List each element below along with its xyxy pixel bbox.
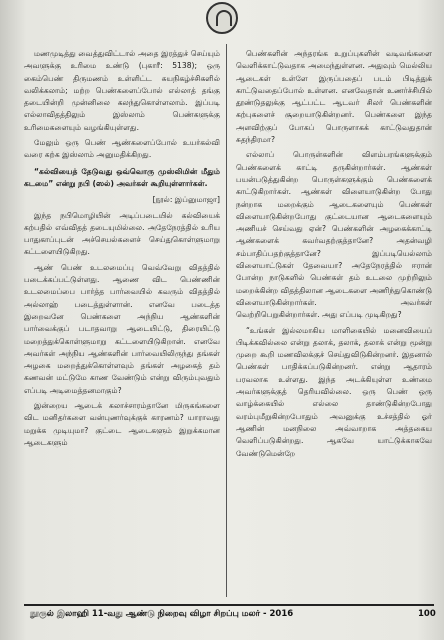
left-column [24,48,220,596]
paragraph: எல்லாப் பொருள்களின் விளம்பரங்களுக்கும் பெண்களைக் காட்டி தருகின்றார்கள். ஆண்கள் பயன்படுத்துகின்ற பொருள்களுக்கும் பெண்களைக் காட்டுகிறார்கள். ஆண்கள் விளையாடுகின்ற போது நன்றாக மறைக்கும் ஆடைகளையும் பெண்கள் விளையாடுகின்றபோது குட்டையான ஆடைகளையும் அணியச் செய்வது ஏன்? பெண்களின் அழகைக்காட்டி ஆண்களைக் கவர்வதற்குத்தானே? அதன்வழி சம்பாதிப்பதற்குத்தானே? இப்படியெல்லாம் விளையாட்டுகள் தேவையா? அதேநேரத்தில் ஈரான் போன்ற நாடுகளில் பெண்கள் தம் உடலை முற்றிலும் மறைக்கின்ற விதத்திலான ஆடைகளை அணிந்துகொண்டு விளையாடுகின்றார்கள். அவர்கள் வெற்றிபெறுகின்றார்கள். அது எப்படி முடிகிறது? [236,150,432,320]
right-column [236,48,432,596]
quote-source: [நூல்: இப்னுமாஜா] [152,195,220,205]
footer-divider [24,604,434,606]
page-number: 100 [418,609,436,619]
paragraph: மேலும் ஒரு பெண் ஆண்களைப்போல் உயர்கல்வி வரை கற்க இஸ்லாம் அனுமதிக்கிறது. [24,138,220,160]
hadith-quote: “கல்வியைத் தேடுவது ஒவ்வொரு முஸ்லிமின் மீதும் கடமை” என்று நபி (ஸல்) அவர்கள் கூறியுள்ளார்கள். [24,166,220,188]
paragraph: பெண்களின் அந்தரங்க உறுப்புகளின் வடிவங்களை வெளிக்காட்டுவதாக அமைந்துள்ளன. அதுவும் மெல்லிய ஆடைகள் உள்ளே இருப்பதைப் படம் பிடித்துக் காட்டுவதைப்போல் உள்ளன. எனவேதான் உணர்ச்சியில் தூண்டுதலுக்கு ஆட்பட்ட ஆடவர் சிலர் பெண்களின் கற்புகளைச் சூறையாடுகின்றனர். பெண்களை இந்த அளவிற்குப் போகப் பொருளாகக் காட்டுவதுதான் சுதந்திரமா? [236,49,432,145]
footer-title: நூருல் இலாஹி 11-வது ஆண்டு நிறைவு விழா சிறப்பு மலர் - 2016 [30,609,294,619]
paragraph: மணமுடித்து வைத்துவிட்டால் அதை இரத்துச் செய்யும் அவளுக்கு உரிமை உண்டு (புகாரீ: 5138); ஒரு கைம்பெண் திருமணம் உள்ளிட்ட சுயநிகழ்ச்சிகளில் வலிக்கலாம்; மற்ற பெண்களைப்போல் எல்லாத் தங்கு தடையின்றி முன்னிலை கலந்துகொள்ளலாம். இப்படி எல்லாவிதத்திலும் இஸ்லாம் பெண்களுக்கு உரிமைகளையும் வழங்கியுள்ளது. [24,49,220,132]
paragraph: இந்த நபிமொழியின் அடிப்படையில் கல்வியைக் கற்பதில் எவ்விதத் தடையுமில்லை. அதேநேரத்தில் உரிய பாதுகாப்புடன் அச்செயல்களைச் செய்துகொள்ளுமாறு கட்டளையிடுகிறது. [24,210,220,257]
emblem-icon [206,2,238,34]
paragraph: ஆண் பெண் உடலமைப்பு வெவ்வேறு விதத்தில் படைக்கப்பட்டுள்ளது. ஆணை விட பெண்ணின் உடலமைப்பை பார்த்த பார்வையில் கவரும் விதத்தில் அல்லாஹ் படைத்துள்ளான். எனவே படைத்த இறைவனே பெண்களை அந்நிய ஆண்களின் பார்வைக்குப் படாதவாறு ஆடையிட்டு, திரையிட்டு மறைத்துக்கொள்ளுமாறு கட்டளையிடுகிறான். எனவே அவர்கள் அந்நிய ஆண்களின் பார்வையிலிருந்து தங்கள் அழகை மறைத்துக்கொள்ளவும் தங்கள் அழகைத் தம் கணவன் மட்டுமே காண வேண்டும் என்று விரும்புவதும் எப்படி அடிமைத்தனமாகும்? [24,262,220,395]
paragraph: இன்றைய ஆடைக் கலாச்சாரம்தானே மிருகங்களை விட மனிதர்களை வன்புணர்வுக்குக் காரணம்? யாராவது மறுக்க முடியுமா? குட்டை ஆடைகளும் இறுக்கமான ஆடைகளும் [24,401,220,447]
column-divider [226,44,227,597]
paragraph: “உங்கள் இல்லமாகிய மாளிகையில் மனைவியைப் பிடிக்கவில்லை என்று தலாக், தலாக், தலாக் என்று மூன்று முறை கூறி மணவிலக்குச் செய்துவிடுகின்றனர். இதனால் பெண்கள் பாதிக்கப்படுகின்றனர். என்று ஆதாரம் பரவலாக உள்ளது. இந்த அடக்கியுள்ள உண்மை அவர்களுக்குத் தெரியவில்லை. ஒரு பெண் ஒரு வாழ்க்கையில் எல்லை தாண்டுகின்றபோது வரம்புமீறுகின்றபோதும் அவனுக்கு உச்சத்தில் ஓர் ஆணின் மனநிலை அவ்வாறாக அத்தகைய வெளிப்படுகின்றது. ஆகவே யாட்டுக்காகவே வேண்டுமென்றே [236,325,432,458]
